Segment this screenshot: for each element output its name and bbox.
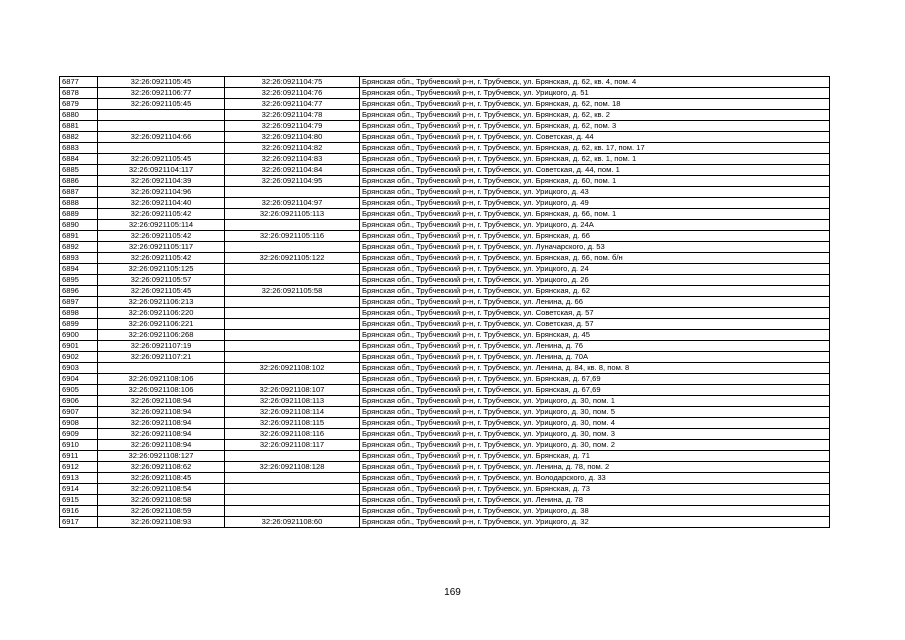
parcel-number-cell: 32:26:0921108:45 bbox=[98, 473, 225, 484]
parcel-number-cell bbox=[98, 143, 225, 154]
row-number-cell: 6909 bbox=[60, 429, 98, 440]
table-row bbox=[60, 517, 830, 528]
object-number-cell: 32:26:0921105:58 bbox=[225, 286, 360, 297]
object-number-cell bbox=[225, 341, 360, 352]
address-cell: Брянская обл., Трубчевский р-н, г. Трубчевск, ул. Брянская, д. 67,69 bbox=[360, 385, 830, 396]
object-number-cell bbox=[225, 220, 360, 231]
row-number-cell: 6903 bbox=[60, 363, 98, 374]
page-number: 169 bbox=[444, 587, 461, 598]
object-number-cell: 32:26:0921104:76 bbox=[225, 88, 360, 99]
address-cell: Брянская обл., Трубчевский р-н, г. Трубчевск, ул. Ленина, д. 66 bbox=[360, 297, 830, 308]
address-cell: Брянская обл., Трубчевский р-н, г. Трубчевск, ул. Брянская, д. 66, пом. б/н bbox=[360, 253, 830, 264]
object-number-cell bbox=[225, 242, 360, 253]
address-cell: Брянская обл., Трубчевский р-н, г. Трубчевск, ул. Ленина, д. 78, пом. 2 bbox=[360, 462, 830, 473]
address-cell: Брянская обл., Трубчевский р-н, г. Трубчевск, ул. Урицкого, д. 30, пом. 3 bbox=[360, 429, 830, 440]
table-row bbox=[60, 264, 830, 275]
object-number-cell: 32:26:0921104:79 bbox=[225, 121, 360, 132]
table-row bbox=[60, 330, 830, 341]
address-cell: Брянская обл., Трубчевский р-н, г. Трубчевск, ул. Ленина, д. 76 bbox=[360, 341, 830, 352]
address-cell: Брянская обл., Трубчевский р-н, г. Трубчевск, ул. Брянская, д. 62, пом. 18 bbox=[360, 99, 830, 110]
table-row bbox=[60, 275, 830, 286]
object-number-cell bbox=[225, 484, 360, 495]
row-number-cell: 6893 bbox=[60, 253, 98, 264]
row-number-cell: 6916 bbox=[60, 506, 98, 517]
table-row bbox=[60, 473, 830, 484]
row-number-cell: 6912 bbox=[60, 462, 98, 473]
object-number-cell: 32:26:0921108:116 bbox=[225, 429, 360, 440]
table-row bbox=[60, 88, 830, 99]
address-cell: Брянская обл., Трубчевский р-н, г. Трубчевск, ул. Брянская, д. 71 bbox=[360, 451, 830, 462]
parcel-number-cell: 32:26:0921106:213 bbox=[98, 297, 225, 308]
table-row bbox=[60, 187, 830, 198]
address-cell: Брянская обл., Трубчевский р-н, г. Трубчевск, ул. Брянская, д. 66 bbox=[360, 231, 830, 242]
parcel-number-cell: 32:26:0921104:96 bbox=[98, 187, 225, 198]
parcel-number-cell: 32:26:0921104:40 bbox=[98, 198, 225, 209]
parcel-number-cell: 32:26:0921105:57 bbox=[98, 275, 225, 286]
row-number-cell: 6892 bbox=[60, 242, 98, 253]
object-number-cell: 32:26:0921104:75 bbox=[225, 77, 360, 88]
row-number-cell: 6881 bbox=[60, 121, 98, 132]
object-number-cell: 32:26:0921108:60 bbox=[225, 517, 360, 528]
table-row bbox=[60, 484, 830, 495]
object-number-cell bbox=[225, 308, 360, 319]
address-cell: Брянская обл., Трубчевский р-н, г. Трубчевск, ул. Урицкого, д. 49 bbox=[360, 198, 830, 209]
table-row bbox=[60, 143, 830, 154]
object-number-cell bbox=[225, 451, 360, 462]
table-row bbox=[60, 440, 830, 451]
row-number-cell: 6894 bbox=[60, 264, 98, 275]
object-number-cell: 32:26:0921104:84 bbox=[225, 165, 360, 176]
parcel-number-cell: 32:26:0921105:45 bbox=[98, 286, 225, 297]
row-number-cell: 6880 bbox=[60, 110, 98, 121]
row-number-cell: 6910 bbox=[60, 440, 98, 451]
parcel-number-cell: 32:26:0921108:58 bbox=[98, 495, 225, 506]
row-number-cell: 6883 bbox=[60, 143, 98, 154]
parcel-number-cell: 32:26:0921105:117 bbox=[98, 242, 225, 253]
address-cell: Брянская обл., Трубчевский р-н, г. Трубчевск, ул. Урицкого, д. 32 bbox=[360, 517, 830, 528]
parcel-number-cell: 32:26:0921105:42 bbox=[98, 231, 225, 242]
object-number-cell: 32:26:0921108:128 bbox=[225, 462, 360, 473]
address-cell: Брянская обл., Трубчевский р-н, г. Трубчевск, ул. Урицкого, д. 30, пом. 4 bbox=[360, 418, 830, 429]
parcel-number-cell: 32:26:0921105:45 bbox=[98, 154, 225, 165]
object-number-cell bbox=[225, 495, 360, 506]
registry-table bbox=[59, 76, 830, 528]
object-number-cell: 32:26:0921104:83 bbox=[225, 154, 360, 165]
table-row bbox=[60, 374, 830, 385]
object-number-cell: 32:26:0921105:113 bbox=[225, 209, 360, 220]
parcel-number-cell: 32:26:0921107:21 bbox=[98, 352, 225, 363]
row-number-cell: 6900 bbox=[60, 330, 98, 341]
table-row bbox=[60, 220, 830, 231]
parcel-number-cell: 32:26:0921105:114 bbox=[98, 220, 225, 231]
parcel-number-cell: 32:26:0921105:45 bbox=[98, 99, 225, 110]
table-row bbox=[60, 154, 830, 165]
row-number-cell: 6897 bbox=[60, 297, 98, 308]
row-number-cell: 6885 bbox=[60, 165, 98, 176]
row-number-cell: 6887 bbox=[60, 187, 98, 198]
object-number-cell: 32:26:0921105:122 bbox=[225, 253, 360, 264]
row-number-cell: 6911 bbox=[60, 451, 98, 462]
row-number-cell: 6889 bbox=[60, 209, 98, 220]
table-row bbox=[60, 176, 830, 187]
row-number-cell: 6902 bbox=[60, 352, 98, 363]
object-number-cell bbox=[225, 506, 360, 517]
object-number-cell: 32:26:0921104:95 bbox=[225, 176, 360, 187]
parcel-number-cell: 32:26:0921108:106 bbox=[98, 385, 225, 396]
parcel-number-cell: 32:26:0921108:127 bbox=[98, 451, 225, 462]
parcel-number-cell bbox=[98, 110, 225, 121]
parcel-number-cell: 32:26:0921105:42 bbox=[98, 253, 225, 264]
address-cell: Брянская обл., Трубчевский р-н, г. Трубчевск, ул. Брянская, д. 73 bbox=[360, 484, 830, 495]
address-cell: Брянская обл., Трубчевский р-н, г. Трубчевск, ул. Советская, д. 44, пом. 1 bbox=[360, 165, 830, 176]
table-row bbox=[60, 407, 830, 418]
table-row bbox=[60, 352, 830, 363]
parcel-number-cell: 32:26:0921106:77 bbox=[98, 88, 225, 99]
parcel-number-cell: 32:26:0921105:125 bbox=[98, 264, 225, 275]
parcel-number-cell: 32:26:0921104:39 bbox=[98, 176, 225, 187]
row-number-cell: 6879 bbox=[60, 99, 98, 110]
parcel-number-cell: 32:26:0921104:66 bbox=[98, 132, 225, 143]
address-cell: Брянская обл., Трубчевский р-н, г. Трубчевск, ул. Урицкого, д. 24 bbox=[360, 264, 830, 275]
parcel-number-cell: 32:26:0921104:117 bbox=[98, 165, 225, 176]
object-number-cell bbox=[225, 473, 360, 484]
row-number-cell: 6914 bbox=[60, 484, 98, 495]
object-number-cell: 32:26:0921108:115 bbox=[225, 418, 360, 429]
table-row bbox=[60, 319, 830, 330]
table-row bbox=[60, 121, 830, 132]
address-cell: Брянская обл., Трубчевский р-н, г. Трубчевск, ул. Брянская, д. 62, кв. 17, пом. 17 bbox=[360, 143, 830, 154]
object-number-cell: 32:26:0921105:116 bbox=[225, 231, 360, 242]
parcel-number-cell: 32:26:0921106:268 bbox=[98, 330, 225, 341]
object-number-cell: 32:26:0921104:78 bbox=[225, 110, 360, 121]
table-row bbox=[60, 385, 830, 396]
parcel-number-cell: 32:26:0921108:94 bbox=[98, 429, 225, 440]
address-cell: Брянская обл., Трубчевский р-н, г. Трубчевск, ул. Брянская, д. 45 bbox=[360, 330, 830, 341]
address-cell: Брянская обл., Трубчевский р-н, г. Трубчевск, ул. Брянская, д. 67,69 bbox=[360, 374, 830, 385]
address-cell: Брянская обл., Трубчевский р-н, г. Трубчевск, ул. Советская, д. 44 bbox=[360, 132, 830, 143]
parcel-number-cell: 32:26:0921108:93 bbox=[98, 517, 225, 528]
parcel-number-cell: 32:26:0921105:42 bbox=[98, 209, 225, 220]
row-number-cell: 6904 bbox=[60, 374, 98, 385]
table-row bbox=[60, 198, 830, 209]
table-row bbox=[60, 165, 830, 176]
row-number-cell: 6907 bbox=[60, 407, 98, 418]
object-number-cell: 32:26:0921104:80 bbox=[225, 132, 360, 143]
table-row bbox=[60, 308, 830, 319]
row-number-cell: 6886 bbox=[60, 176, 98, 187]
address-cell: Брянская обл., Трубчевский р-н, г. Трубчевск, ул. Брянская, д. 62, кв. 2 bbox=[360, 110, 830, 121]
parcel-number-cell: 32:26:0921108:62 bbox=[98, 462, 225, 473]
address-cell: Брянская обл., Трубчевский р-н, г. Трубчевск, ул. Брянская, д. 62 bbox=[360, 286, 830, 297]
row-number-cell: 6898 bbox=[60, 308, 98, 319]
table-row bbox=[60, 297, 830, 308]
address-cell: Брянская обл., Трубчевский р-н, г. Трубчевск, ул. Ленина, д. 84, кв. 8, пом. 8 bbox=[360, 363, 830, 374]
address-cell: Брянская обл., Трубчевский р-н, г. Трубчевск, ул. Брянская, д. 62, кв. 1, пом. 1 bbox=[360, 154, 830, 165]
address-cell: Брянская обл., Трубчевский р-н, г. Трубчевск, ул. Советская, д. 57 bbox=[360, 319, 830, 330]
object-number-cell bbox=[225, 330, 360, 341]
parcel-number-cell: 32:26:0921108:94 bbox=[98, 440, 225, 451]
table-row bbox=[60, 462, 830, 473]
table-row bbox=[60, 429, 830, 440]
address-cell: Брянская обл., Трубчевский р-н, г. Трубчевск, ул. Урицкого, д. 24А bbox=[360, 220, 830, 231]
address-cell: Брянская обл., Трубчевский р-н, г. Трубчевск, ул. Урицкого, д. 30, пом. 5 bbox=[360, 407, 830, 418]
object-number-cell: 32:26:0921104:97 bbox=[225, 198, 360, 209]
row-number-cell: 6882 bbox=[60, 132, 98, 143]
table-row bbox=[60, 451, 830, 462]
table-row bbox=[60, 396, 830, 407]
row-number-cell: 6877 bbox=[60, 77, 98, 88]
parcel-number-cell: 32:26:0921106:221 bbox=[98, 319, 225, 330]
row-number-cell: 6915 bbox=[60, 495, 98, 506]
address-cell: Брянская обл., Трубчевский р-н, г. Трубчевск, ул. Брянская, д. 66, пом. 1 bbox=[360, 209, 830, 220]
address-cell: Брянская обл., Трубчевский р-н, г. Трубчевск, ул. Урицкого, д. 43 bbox=[360, 187, 830, 198]
row-number-cell: 6878 bbox=[60, 88, 98, 99]
address-cell: Брянская обл., Трубчевский р-н, г. Трубчевск, ул. Ленина, д. 78 bbox=[360, 495, 830, 506]
address-cell: Брянская обл., Трубчевский р-н, г. Трубчевск, ул. Брянская, д. 60, пом. 1 bbox=[360, 176, 830, 187]
address-cell: Брянская обл., Трубчевский р-н, г. Трубчевск, ул. Урицкого, д. 26 bbox=[360, 275, 830, 286]
object-number-cell: 32:26:0921108:114 bbox=[225, 407, 360, 418]
object-number-cell bbox=[225, 187, 360, 198]
row-number-cell: 6905 bbox=[60, 385, 98, 396]
table-row bbox=[60, 110, 830, 121]
object-number-cell: 32:26:0921108:107 bbox=[225, 385, 360, 396]
parcel-number-cell: 32:26:0921108:106 bbox=[98, 374, 225, 385]
address-cell: Брянская обл., Трубчевский р-н, г. Трубчевск, ул. Советская, д. 57 bbox=[360, 308, 830, 319]
object-number-cell bbox=[225, 352, 360, 363]
object-number-cell: 32:26:0921108:117 bbox=[225, 440, 360, 451]
address-cell: Брянская обл., Трубчевский р-н, г. Трубчевск, ул. Урицкого, д. 38 bbox=[360, 506, 830, 517]
row-number-cell: 6888 bbox=[60, 198, 98, 209]
address-cell: Брянская обл., Трубчевский р-н, г. Трубчевск, ул. Урицкого, д. 30, пом. 1 bbox=[360, 396, 830, 407]
address-cell: Брянская обл., Трубчевский р-н, г. Трубчевск, ул. Брянская, д. 62, пом. 3 bbox=[360, 121, 830, 132]
table-row bbox=[60, 341, 830, 352]
object-number-cell: 32:26:0921104:82 bbox=[225, 143, 360, 154]
object-number-cell bbox=[225, 297, 360, 308]
table-row bbox=[60, 418, 830, 429]
table-row bbox=[60, 99, 830, 110]
parcel-number-cell: 32:26:0921108:94 bbox=[98, 418, 225, 429]
parcel-number-cell: 32:26:0921108:59 bbox=[98, 506, 225, 517]
parcel-number-cell: 32:26:0921105:45 bbox=[98, 77, 225, 88]
row-number-cell: 6917 bbox=[60, 517, 98, 528]
row-number-cell: 6901 bbox=[60, 341, 98, 352]
table-row bbox=[60, 363, 830, 374]
registry-table-body bbox=[60, 77, 830, 528]
address-cell: Брянская обл., Трубчевский р-н, г. Трубчевск, ул. Урицкого, д. 51 bbox=[360, 88, 830, 99]
table-row bbox=[60, 286, 830, 297]
object-number-cell: 32:26:0921104:77 bbox=[225, 99, 360, 110]
parcel-number-cell: 32:26:0921107:19 bbox=[98, 341, 225, 352]
table-row bbox=[60, 506, 830, 517]
parcel-number-cell bbox=[98, 363, 225, 374]
table-row bbox=[60, 253, 830, 264]
row-number-cell: 6908 bbox=[60, 418, 98, 429]
object-number-cell bbox=[225, 319, 360, 330]
object-number-cell bbox=[225, 264, 360, 275]
row-number-cell: 6895 bbox=[60, 275, 98, 286]
parcel-number-cell bbox=[98, 121, 225, 132]
object-number-cell: 32:26:0921108:102 bbox=[225, 363, 360, 374]
row-number-cell: 6890 bbox=[60, 220, 98, 231]
object-number-cell: 32:26:0921108:113 bbox=[225, 396, 360, 407]
parcel-number-cell: 32:26:0921108:94 bbox=[98, 396, 225, 407]
parcel-number-cell: 32:26:0921108:94 bbox=[98, 407, 225, 418]
address-cell: Брянская обл., Трубчевский р-н, г. Трубчевск, ул. Урицкого, д. 30, пом. 2 bbox=[360, 440, 830, 451]
address-cell: Брянская обл., Трубчевский р-н, г. Трубчевск, ул. Володарского, д. 33 bbox=[360, 473, 830, 484]
object-number-cell bbox=[225, 275, 360, 286]
address-cell: Брянская обл., Трубчевский р-н, г. Трубчевск, ул. Луначарского, д. 53 bbox=[360, 242, 830, 253]
parcel-number-cell: 32:26:0921108:54 bbox=[98, 484, 225, 495]
row-number-cell: 6899 bbox=[60, 319, 98, 330]
table-row bbox=[60, 132, 830, 143]
table-row bbox=[60, 495, 830, 506]
table-row bbox=[60, 77, 830, 88]
row-number-cell: 6884 bbox=[60, 154, 98, 165]
row-number-cell: 6896 bbox=[60, 286, 98, 297]
address-cell: Брянская обл., Трубчевский р-н, г. Трубчевск, ул. Брянская, д. 62, кв. 4, пом. 4 bbox=[360, 77, 830, 88]
object-number-cell bbox=[225, 374, 360, 385]
table-row bbox=[60, 242, 830, 253]
row-number-cell: 6913 bbox=[60, 473, 98, 484]
parcel-number-cell: 32:26:0921106:220 bbox=[98, 308, 225, 319]
table-row bbox=[60, 231, 830, 242]
address-cell: Брянская обл., Трубчевский р-н, г. Трубчевск, ул. Ленина, д. 70А bbox=[360, 352, 830, 363]
row-number-cell: 6891 bbox=[60, 231, 98, 242]
row-number-cell: 6906 bbox=[60, 396, 98, 407]
table-row bbox=[60, 209, 830, 220]
